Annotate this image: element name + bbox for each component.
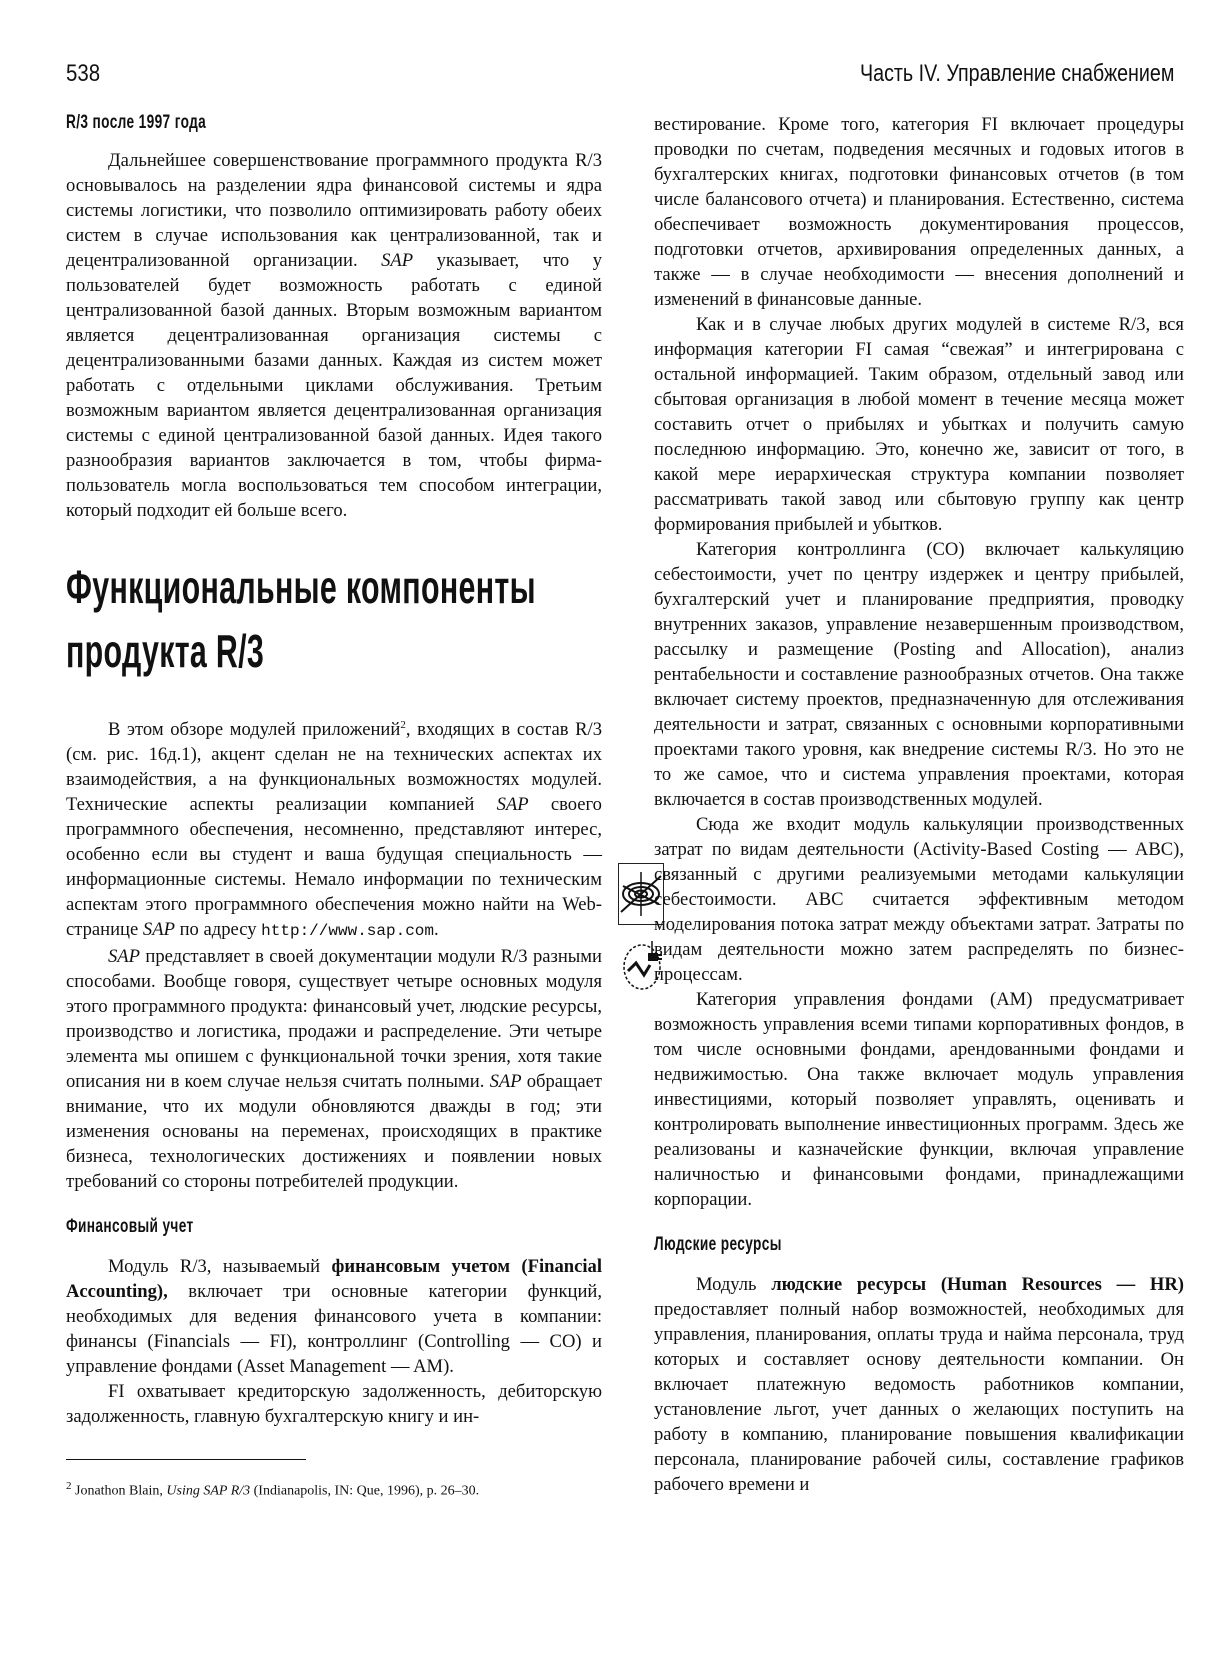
paragraph: вестирование. Кроме того, категория FI включает процедуры проводки по счетам, подведения месячных и годовых итогов в бухгалтерских книгах, подготовки финансовых отчетов (в том числе балансового отчета) и планирования. Естественно, система обеспечивает возможность документирования процессов, подготовки отчетов, архивирования определенных данных, а также — в случае необходимости — внесения дополнений и изменений в финансовые данные.: [654, 114, 1184, 310]
paragraph: Категория управления фондами (AM) предусматривает возможность управления всеми типами корпоративных фондов, в том числе основными фондами, арендованными фондами и недвижимостью. Она также включает модуль управления инвестициями, который позволяет управлять, оценивать и контролировать выполнение инвестиционных программ. Здесь же реализованы и казначейские функции, включая управление наличностью и финансовыми фондами, принадлежащими корпорации.: [654, 989, 1184, 1210]
subheading-financial-accounting: Финансовый учет: [66, 1216, 194, 1238]
url-link[interactable]: http://www.sap.com: [261, 922, 434, 941]
footnote: $^2$ Jonathon Blain, Using SAP R/3 (Indianapolis, IN: Que, 1996), p. 26–30.: [66, 1480, 480, 1499]
paragraph: Категория контроллинга (CO) включает калькуляцию себестоимости, учет по центру издержек и центру прибылей, бухгалтерский учет и планирование предприятия, проводку внутренних заказов, управление незавершенным производством, рассылку и размещение (Posting and Allocation), анализ рентабельности и составление разнообразных отчетов. Она также включает систему проектов, предназначенную для отслеживания деятельности и затрат, связанных с основными корпоративными проектами такого уровня, как внедрение системы R/3. Но это не то же самое, что и система управления проектами, которая включается в состав производственных модулей.: [654, 539, 1184, 810]
paragraph: В этом обзоре модулей приложений$^2$, входящих в состав R/3 (см. рис. 16д.1), акцент сделан не на технических аспектах их взаимодействия, а на функциональных возможностях модулей. Технические аспекты реализации компанией SAP своего программного обеспечения, несомненно, представляют интерес, особенно если вы студент и ваша будущая специальность — информационные системы. Немало информации по техническим аспектам этого программного обеспечения можно найти на Web-странице SAP по адресу http://www.sap.com.: [66, 719, 602, 941]
chapter-heading: [66, 555, 602, 683]
chapter-heading-line2: продукта R/3: [66, 625, 265, 677]
section-heading: R/3 после 1997 года: [66, 112, 207, 133]
page-number: 538: [66, 60, 101, 87]
paragraph: Дальнейшее совершенствование программного продукта R/3 основывалось на разделении ядра финансовой системы и ядра системы логистики, что позволило оптимизировать работу обеих систем в случае использования как централизованной, так и децентрализованной организации. SAP указывает, что у пользователей будет возможность работать с единой централизованной базой данных. Вторым возможным вариантом является децентрализованная организация системы с децентрализованными базами данных. Каждая из систем может работать с отдельными циклами обслуживания. Третьим возможным вариантом является децентрализованная организация системы с единой централизованной базой данных. Идея такого разнообразия вариантов заключается в том, чтобы фирма-пользователь могла воспользоваться тем способом интеграции, который подходит ей больше всего.: [66, 150, 602, 521]
running-head: Часть IV. Управление снабжением: [859, 60, 1174, 87]
paragraph: Модуль людские ресурсы (Human Resources — HR) предоставляет полный набор возможностей, необходимых для управления, планирования, оплаты труда и найма персонала, труд которых и составляет основу деятельности компании. Он включает платежную ведомость работников компании, установление льгот, учет данных о желающих поступить на работу в компанию, планирование повышения квалификации персонала, планирование рабочей силы, составление графиков рабочего времени и: [654, 1274, 1184, 1495]
paragraph: SAP представляет в своей документации модули R/3 разными способами. Вообще говоря, существует четыре основных модуля этого программного продукта: финансовый учет, людские ресурсы, производство и логистика, продажи и распределение. Эти четыре элемента мы опишем с функциональной точки зрения, хотя такие описания ни в коем случае нельзя считать полными. SAP обращает внимание, что их модули обновляются дважды в год; эти изменения основаны на переменах, происходящих в практике бизнеса, технологических достижениях и появлении новых требований со стороны потребителей продукции.: [66, 946, 602, 1193]
footnote-ref: 2: [400, 719, 406, 731]
paragraph: FI охватывает кредиторскую задолженность, дебиторскую задолженность, главную бухгалтерскую книгу и ин-: [66, 1381, 602, 1428]
subheading-human-resources: Людские ресурсы: [654, 1234, 782, 1255]
left-column: [66, 112, 602, 1502]
paragraph: Сюда же входит модуль калькуляции производственных затрат по видам деятельности (Activity-Based Costing — ABC), связанный с другими реализуемыми методами калькуляции себестоимости. ABC считается эффективным методом моделирования потока затрат между объектами затрат. Затраты по видам деятельности можно затем распределять по бизнес-процессам.: [654, 814, 1184, 985]
paragraph: Как и в случае любых других модулей в системе R/3, вся информация категории FI самая “свежая” и интегрирована с остальной информацией. Таким образом, отдельный завод или сбытовая организация в любой момент в течение месяца может составить отчет о прибылях и убытках и получить самую последнюю информацию. Это, конечно же, зависит от того, в какой мере иерархическая структура компании позволяет рассматривать такой завод или сбытовую группу как центр формирования прибылей и убытков.: [654, 314, 1184, 535]
right-column: [654, 112, 1184, 1497]
paragraph: Модуль R/3, называемый финансовым учетом (Financial Accounting), включает три основные категории функций, необходимых для ведения финансового учета в компании: финансы (Financials — FI), контроллинг (Controlling — CO) и управление фондами (Asset Management — AM).: [66, 1256, 602, 1378]
footnote-divider: [66, 1459, 306, 1460]
chapter-heading-line1: Функциональные компоненты: [66, 561, 536, 613]
